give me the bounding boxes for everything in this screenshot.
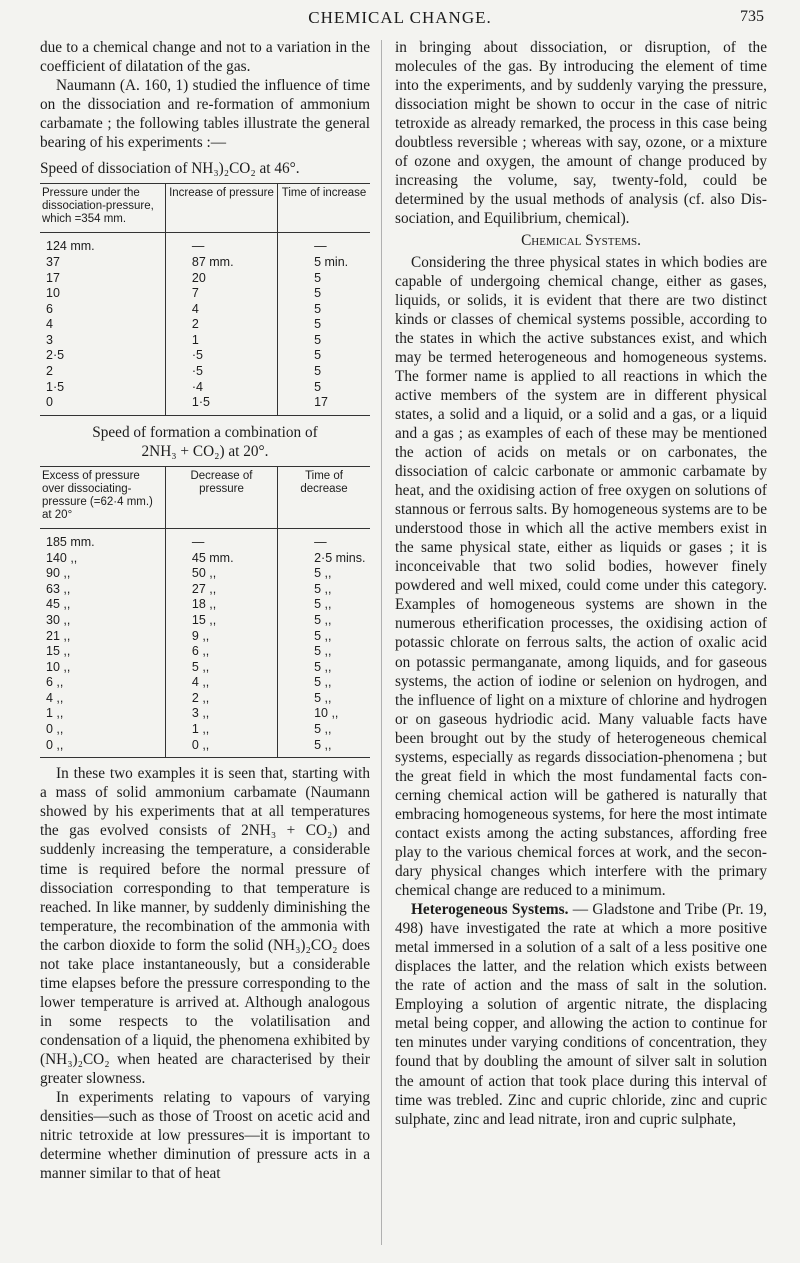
- table-row: [40, 286, 370, 302]
- column-header: Time of decrease: [278, 466, 370, 528]
- column-divider: [381, 40, 382, 1245]
- table-row: [40, 597, 370, 613]
- table-cell: 140 ,,: [46, 550, 78, 565]
- table-cell: 185 mm.: [46, 534, 95, 549]
- table-cell: 7: [165, 286, 277, 302]
- table-row: [40, 675, 370, 691]
- table-row: [40, 660, 370, 676]
- table-cell: 5 ,,: [278, 582, 370, 598]
- table-row: [40, 364, 370, 380]
- table-cell: 2: [165, 317, 277, 333]
- table-cell: 45 mm.: [165, 551, 277, 567]
- dissociation-table: [40, 183, 370, 416]
- table-cell: 5: [278, 333, 370, 349]
- table-cell: 5 ,,: [278, 660, 370, 676]
- table-cell: 4: [46, 317, 53, 332]
- paragraph: Considering the three physical states in which bodies are capable of undergoing chemical change, either as gases, liquids, or solids, it is evident that there are two distinct kinds or classes of chemical systems possible, according to the states in which the active substances exist, and which may be termed heterogeneous and homogeneous systems. The former name is applied to all reactions in which the active members of the system are in different physical states, a solid and a liquid, or a solid and a gas, or a liquid and a gas ; as examples of each of these may be mentioned the action of acids on metals or on carbonates, the dissociation of calcic carbonate or ammonic carbamate by heat, and the oxidising action of free oxygen on solutions of stannous or ferrous salts. By homogeneous systems are to be understood those in which all the active members exist in the same physical state, either as liquids or gases ; it is inconceivable that two solid bodies, however finely powdered and well mixed, could come under this category. Examples of homogeneous systems are shown in the numerous etherification processes, the oxidising action of potassic chlorate on ferrous salts, the action of oxalic acid on potassic permanganate, among liquids, and for gaseous systems, the action of iodine or selenion on hydrogen, and the influence of light on a mixture of chlorine and hydrogen or on gaseous hydriodic acid. Many valuable facts have been brought out by the study of heterogeneous chemical systems, especially as regards dissociation-phenomena ; but the great field in which the most fundamental facts concerning chemical action will be gathered is naturally that embracing homogeneous systems, for here the most intimate contact exists among the acting substances, affording free play to the various chemical forces at work, and the secondary physical changes which interfere with the primary chemical change are reduced to a minimum.: [395, 253, 767, 900]
- table-cell: 90 ,,: [46, 566, 71, 581]
- table-row: [40, 528, 370, 550]
- left-column: [40, 38, 370, 1183]
- table-cell: 5 ,,: [278, 566, 370, 582]
- section-heading: Chemical Systems.: [521, 232, 641, 250]
- table-row: [40, 644, 370, 660]
- table-cell: 37: [46, 254, 60, 269]
- paragraph: In these two examples it is seen that, starting with a mass of solid ammonium carbamate (Naumann showed by his experiments that at all temperatures the gas evolved consists of 2NH₃ + CO₂) and suddenly increasing the temperature, a considerable time is required before the normal pressure of dissociation corresponding to that temperature is reached. In like manner, by suddenly diminishing the temperature, the recombination of the ammonia with the carbon dioxide to form the solid (NH₃)₂CO₂ does not take place instantaneously, but a considerable time elapses before the pressure corresponding to the lower temperature is arrived at. Although analogous in some respects to the volatilisation and condensation of a liquid, the phenomena exhibited by (NH₃)₂CO₂ when heated are characterised by their greater slowness.: [40, 765, 370, 1088]
- table-cell: —: [278, 528, 370, 550]
- table-cell: ·5: [165, 364, 277, 380]
- table-cell: 30 ,,: [46, 612, 71, 627]
- table-cell: 6 ,,: [46, 675, 64, 690]
- table-cell: 5: [278, 271, 370, 287]
- table-cell: 87 mm.: [165, 255, 277, 271]
- table-row: [40, 706, 370, 722]
- table-cell: 63 ,,: [46, 581, 71, 596]
- table-cell: ·4: [165, 380, 277, 396]
- table-row: [40, 317, 370, 333]
- column-header: Pressure under the dissociation-pressure, which =354 mm.: [40, 184, 165, 233]
- table-cell: 27 ,,: [165, 582, 277, 598]
- table-cell: 17: [46, 270, 60, 285]
- column-header: Excess of pressure over dissociating-pressure (=62·4 mm.) at 20°: [40, 466, 165, 528]
- table-cell: 5: [278, 348, 370, 364]
- table-cell: 5 ,,: [165, 660, 277, 676]
- table-cell: ·5: [165, 348, 277, 364]
- table-cell: 5 ,,: [278, 738, 370, 758]
- page-header: [0, 0, 800, 32]
- table-row: [40, 738, 370, 758]
- table-cell: 5 ,,: [278, 613, 370, 629]
- table-cell: 0 ,,: [165, 738, 277, 758]
- table-row: [40, 380, 370, 396]
- table-cell: 5 ,,: [278, 629, 370, 645]
- table-cell: 0 ,,: [46, 722, 64, 737]
- table-cell: 5: [278, 364, 370, 380]
- table-cell: 1·5: [165, 395, 277, 415]
- table-cell: 5: [278, 302, 370, 318]
- table-cell: 0: [40, 395, 165, 415]
- right-column: [395, 38, 767, 1129]
- table-cell: 2·5: [46, 348, 65, 363]
- formation-table: [40, 466, 370, 758]
- table-cell: 3: [46, 332, 53, 347]
- table-row: [40, 629, 370, 645]
- table-cell: —: [165, 528, 277, 550]
- table-row: [40, 233, 370, 255]
- table-row: [40, 255, 370, 271]
- table-cell: 21 ,,: [46, 628, 71, 643]
- table-cell: 5: [278, 380, 370, 396]
- table-cell: 5 min.: [278, 255, 370, 271]
- table-cell: —: [278, 233, 370, 255]
- table-cell: 5 ,,: [278, 675, 370, 691]
- table-cell: 10 ,,: [46, 659, 71, 674]
- table-cell: 1 ,,: [165, 722, 277, 738]
- table-cell: 10: [46, 286, 60, 301]
- table-caption: Speed of dissociation of NH₃)₂CO₂ at 46°.: [40, 160, 300, 178]
- table-cell: 0 ,,: [40, 738, 165, 758]
- table-cell: 15 ,,: [46, 644, 71, 659]
- table-cell: 4: [165, 302, 277, 318]
- running-title: CHEMICAL CHANGE.: [308, 8, 492, 27]
- table-row: [40, 348, 370, 364]
- table-cell: 15 ,,: [165, 613, 277, 629]
- table-cell: 9 ,,: [165, 629, 277, 645]
- table-cell: 6: [46, 301, 53, 316]
- table-row: [40, 333, 370, 349]
- table-cell: 5: [278, 286, 370, 302]
- table-row: [40, 582, 370, 598]
- paragraph: In experiments relating to vapours of varying densities—such as those of Troost on acetic acid and nitric tetroxide at low pressures—it is important to determine whether diminution of pressure acts in a manner similar to that of heat: [40, 1089, 370, 1183]
- table-cell: 2 ,,: [165, 691, 277, 707]
- table-row: [40, 722, 370, 738]
- table-cell: 1·5: [46, 379, 65, 394]
- table-body: [40, 528, 370, 757]
- table-cell: 2: [46, 364, 53, 379]
- table-cell: 4 ,,: [165, 675, 277, 691]
- table-cell: 10 ,,: [278, 706, 370, 722]
- table-cell: 1: [165, 333, 277, 349]
- paragraph: due to a chemical change and not to a variation in the coefficient of dilatation of the gas.: [40, 39, 370, 76]
- table-caption: Speed of formation a combination of 2NH₃ + CO₂) at 20°.: [92, 423, 318, 460]
- table-cell: 5 ,,: [278, 691, 370, 707]
- table-cell: 17: [278, 395, 370, 415]
- table-cell: 5 ,,: [278, 722, 370, 738]
- run-in-heading: Heterogeneous Systems.: [411, 901, 569, 919]
- table-cell: 5 ,,: [278, 597, 370, 613]
- table-row: [40, 395, 370, 415]
- table-cell: 4 ,,: [46, 690, 64, 705]
- paragraph: Naumann (A. 160, 1) studied the influence of time on the dissociation and re-formation of ammonium carbamate ; the following tables illustrate the general bearing of his experiments :—: [40, 77, 370, 152]
- table-cell: 45 ,,: [46, 597, 71, 612]
- table-row: [40, 691, 370, 707]
- table-cell: 50 ,,: [165, 566, 277, 582]
- table-cell: 6 ,,: [165, 644, 277, 660]
- table-body: [40, 233, 370, 416]
- table-row: [40, 566, 370, 582]
- table-row: [40, 551, 370, 567]
- column-header: Time of increase: [278, 184, 370, 233]
- column-header: Decrease of pressure: [165, 466, 277, 528]
- column-header: Increase of pressure: [165, 184, 277, 233]
- table-row: [40, 302, 370, 318]
- table-row: [40, 271, 370, 287]
- table-cell: 5 ,,: [278, 644, 370, 660]
- table-cell: 1 ,,: [46, 706, 64, 721]
- page-number: 735: [740, 8, 764, 25]
- table-cell: 2·5 mins.: [278, 551, 370, 567]
- table-cell: 20: [165, 271, 277, 287]
- table-cell: 124 mm.: [46, 239, 95, 254]
- table-cell: —: [165, 233, 277, 255]
- paragraph: Heterogeneous Systems. — Gladstone and Tribe (Pr. 19, 498) have investigated the rate at which a more positive metal immersed in a solution of a salt of a less positive one displaces the latter, and the relation which exists between the rate of action and the mass of salt in the solution. Employing a solution of argentic nitrate, the displacing metal being copper, and allowing the action to continue for ten minutes under varying conditions of concentration, they found that by doubling the amount of silver salt in solution the amount of action that took place during this interval of time was trebled. Zinc and cupric chloride, zinc and cupric sulphate, zinc and lead nitrate, iron and cupric sulphate,: [395, 901, 767, 1128]
- table-cell: 3 ,,: [165, 706, 277, 722]
- table-cell: 18 ,,: [165, 597, 277, 613]
- table-row: [40, 613, 370, 629]
- table-cell: 5: [278, 317, 370, 333]
- paragraph: in bringing about dissociation, or disruption, of the molecules of the gas. By introducing the element of time into the experiments, and by suddenly varying the pressure, dissociation might be shown to occur in the case of nitric tetroxide as already remarked, the process in this case being doubtless reversible ; whereas with say, ozone, or a mixture of ozone and oxygen, the amount of change produced by increasing the volume, say, twenty-fold, could be determined by the usual methods of analysis (cf. also Dissociation, and Equilibrium, chemical).: [395, 39, 767, 228]
